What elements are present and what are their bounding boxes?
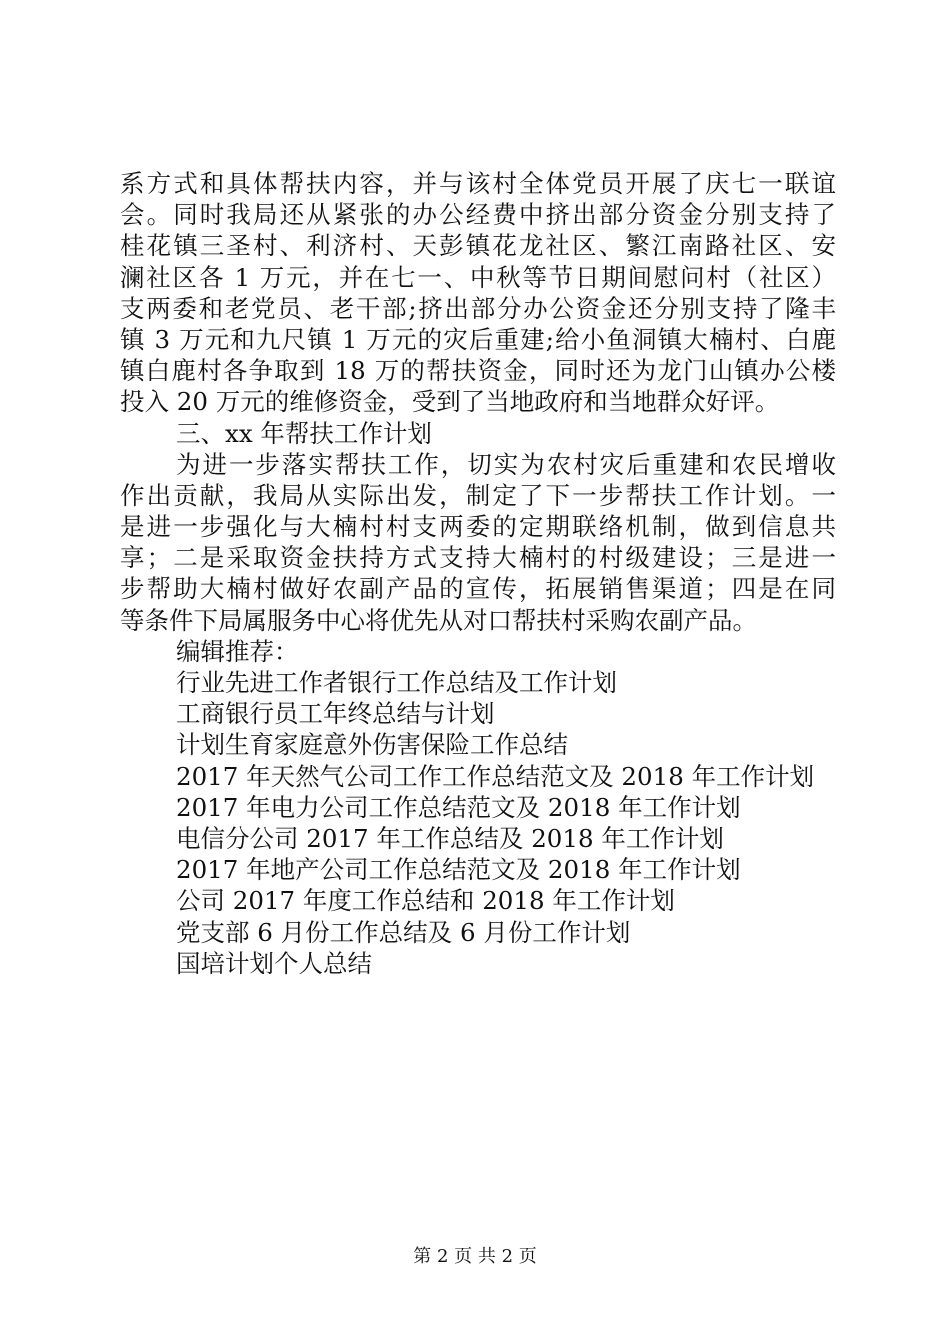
recommend-link[interactable]: 国培计划个人总结 [176,948,372,978]
plan-paragraph [120,449,836,636]
recommend-link[interactable]: 公司 2017 年度工作总结和 2018 年工作计划 [176,886,675,916]
paragraph-line: 投入 20 万元的维修资金，受到了当地政府和当地群众好评。 [120,387,780,417]
paragraph-line: 会。同时我局还从紧张的办公经费中挤出部分资金分别支持了 [120,200,836,230]
section-heading: 三、xx 年帮扶工作计划 [176,418,432,448]
paragraph-line: 享；二是采取资金扶持方式支持大楠村的村级建设；三是进一 [120,543,836,573]
recommend-link[interactable]: 2017 年电力公司工作总结范文及 2018 年工作计划 [176,792,741,822]
recommend-link[interactable]: 2017 年地产公司工作总结范文及 2018 年工作计划 [176,855,741,885]
paragraph-line: 支两委和老党员、老干部;挤出部分办公资金还分别支持了隆丰 [120,293,836,323]
page-footer: 第 2 页 共 2 页 [413,1246,537,1267]
paragraph-line: 是进一步强化与大楠村村支两委的定期联络机制，做到信息共 [120,512,836,542]
paragraph-line: 澜社区各 1 万元，并在七一、中秋等节日期间慰问村（社区） [120,262,836,292]
recommend-link[interactable]: 行业先进工作者银行工作总结及工作计划 [176,668,617,697]
recommend-link[interactable]: 党支部 6 月份工作总结及 6 月份工作计划 [176,917,631,947]
paragraph-line: 系方式和具体帮扶内容，并与该村全体党员开展了庆七一联谊 [120,169,836,198]
paragraph-line: 桂花镇三圣村、利济村、天彭镇花龙社区、繁江南路社区、安 [120,231,836,261]
paragraph-line: 作出贡献，我局从实际出发，制定了下一步帮扶工作计划。一 [120,480,836,510]
continued-paragraph [120,168,836,418]
paragraph-line: 为进一步落实帮扶工作，切实为农村灾后重建和农民增收 [176,449,836,479]
recommend-link[interactable]: 2017 年天然气公司工作工作总结范文及 2018 年工作计划 [176,761,815,791]
paragraph-line: 步帮助大楠村做好农副产品的宣传，拓展销售渠道；四是在同 [120,574,836,604]
recommend-link[interactable]: 计划生育家庭意外伤害保险工作总结 [176,730,568,760]
paragraph-line: 等条件下局属服务中心将优先从对口帮扶村采购农副产品。 [120,605,757,635]
paragraph-line: 镇白鹿村各争取到 18 万的帮扶资金，同时还为龙门山镇办公楼 [120,356,836,386]
recommend-link[interactable]: 工商银行员工年终总结与计划 [176,699,495,729]
paragraph-line: 镇 3 万元和九尺镇 1 万元的灾后重建;给小鱼洞镇大楠村、白鹿 [120,324,836,354]
recommend-heading: 编辑推荐： [176,636,299,666]
recommend-list [120,667,836,979]
document-body [120,168,836,979]
recommend-link[interactable]: 电信分公司 2017 年工作总结及 2018 年工作计划 [176,823,724,853]
